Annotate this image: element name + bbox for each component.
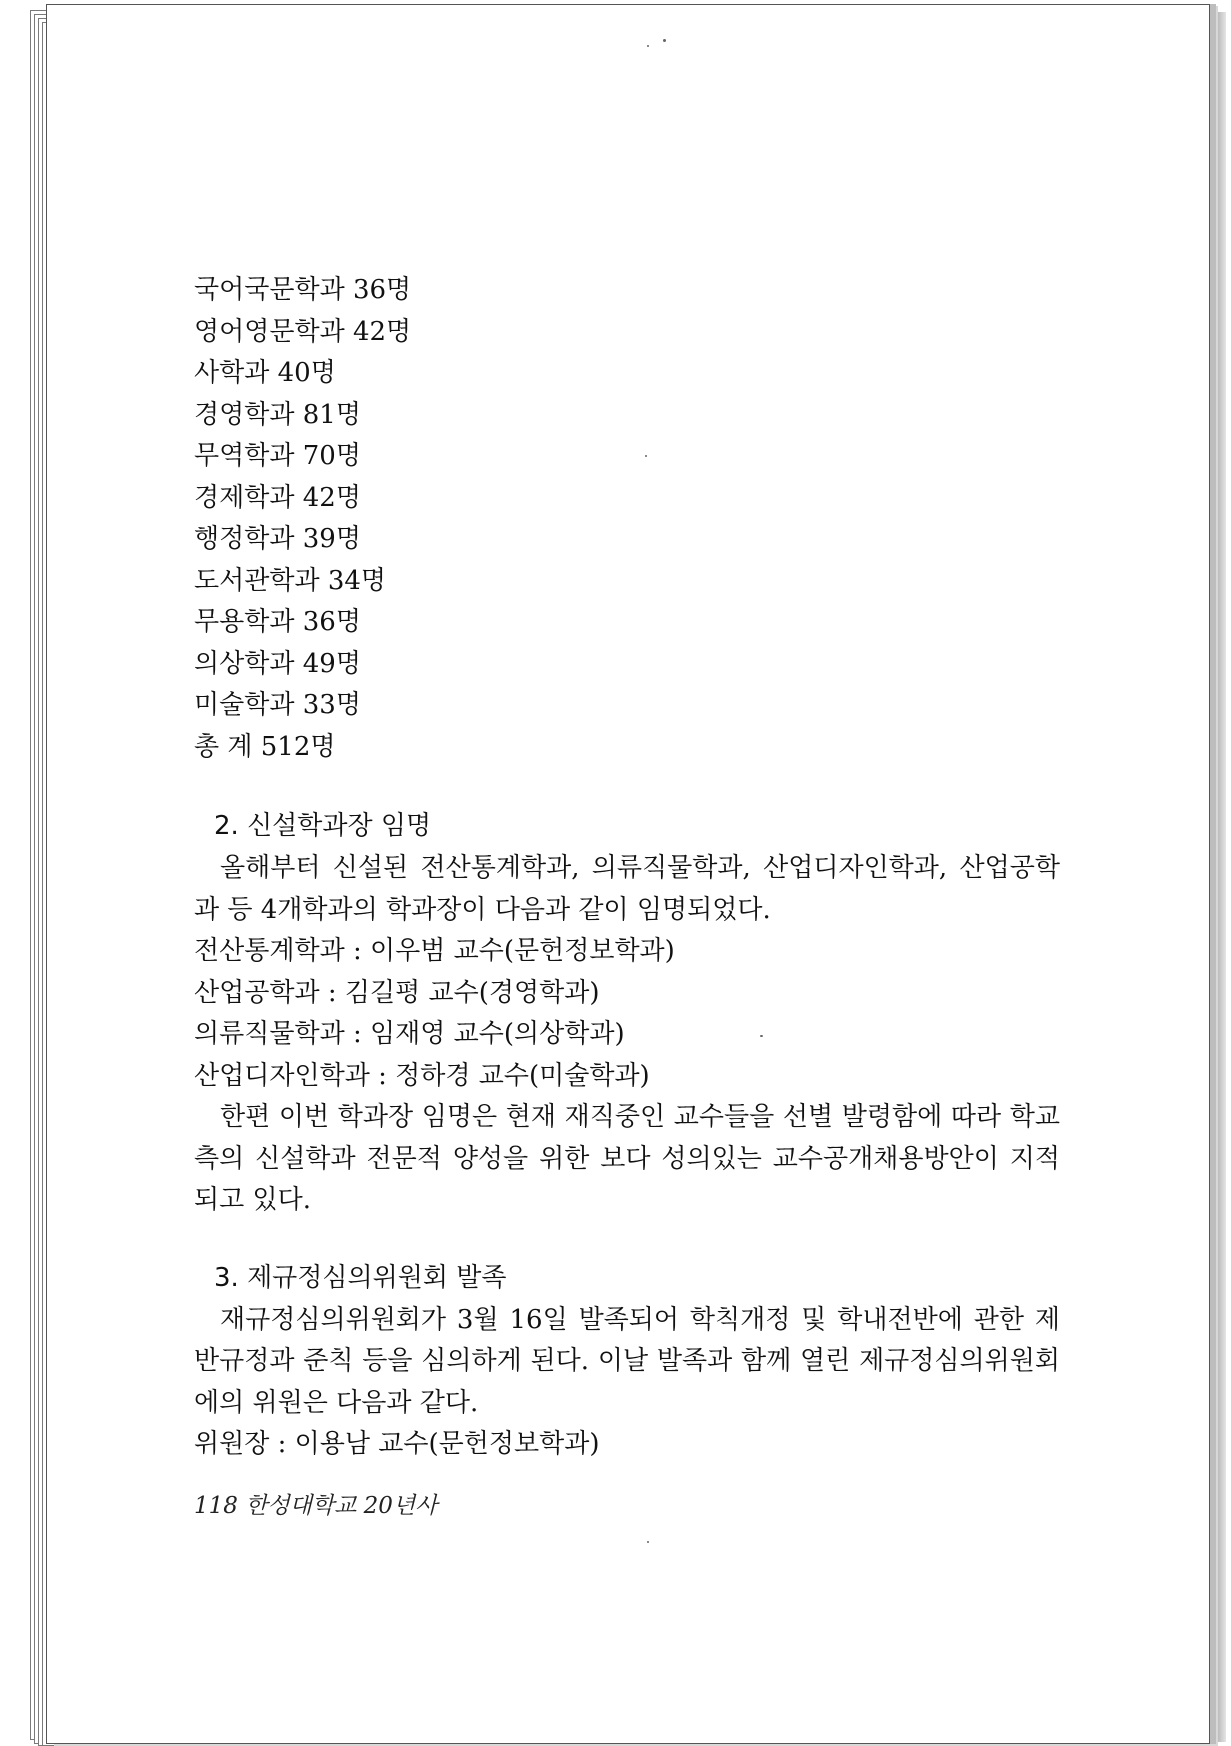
appointment-item: 전산통계학과 : 이우범 교수(문헌정보학과) [194, 936, 675, 966]
committee-member: 위원장 : 이용남 교수(문헌정보학과) [194, 1429, 600, 1459]
appointment-item: 산업디자인학과 : 정하경 교수(미술학과) [194, 1060, 650, 1091]
enrollment-item: 사학과 40명 [194, 358, 336, 388]
page-content [194, 270, 1064, 1466]
enrollment-item: 경제학과 42명 [194, 482, 361, 513]
enrollment-item: 미술학과 33명 [194, 690, 361, 720]
section-new-department-heads [194, 804, 1064, 1222]
page-shadow [1212, 12, 1226, 1742]
section-heading: 2. 신설학과장 임명 [214, 811, 432, 841]
appointment-item: 의류직물학과 : 임재영 교수(의상학과) [194, 1019, 625, 1049]
enrollment-item: 영어영문학과 42명 [194, 316, 412, 347]
enrollment-item: 행정학과 39명 [194, 524, 361, 554]
section-heading: 3. 제규정심의위원회 발족 [214, 1262, 507, 1293]
section-regulation-committee [194, 1256, 1064, 1466]
page-footer: 118 한성대학교 20년사 [194, 1493, 438, 1519]
enrollment-item: 의상학과 49명 [194, 648, 361, 679]
enrollment-item: 경영학과 81명 [194, 399, 361, 430]
enrollment-total: 총 계 512명 [194, 731, 336, 762]
section-intro: 올해부터 신설된 전산통계학과, 의류직물학과, 산업디자인학과, 산업공학과 등 4개학과의 학과장이 다음과 같이 임명되었다. [194, 853, 1060, 925]
enrollment-item: 무역학과 70명 [194, 441, 361, 471]
enrollment-item: 도서관학과 34명 [194, 565, 387, 596]
scan-speck [647, 45, 649, 47]
enrollment-item: 무용학과 36명 [194, 607, 361, 637]
section-intro: 재규정심의위원회가 3월 16일 발족되어 학칙개정 및 학내전반에 관한 제반규정과 준칙 등을 심의하게 된다. 이날 발족과 함께 열린 제규정심의위원회에의 위원은 다음과 같다. [194, 1304, 1060, 1418]
section-closing: 한편 이번 학과장 임명은 현재 재직중인 교수들을 선별 발령함에 따라 학교측의 신설학과 전문적 양성을 위한 보다 성의있는 교수공개채용방안이 지적되고 있다. [194, 1102, 1060, 1215]
appointment-item: 산업공학과 : 김길평 교수(경영학과) [194, 977, 600, 1008]
scan-speck [647, 1541, 649, 1543]
enrollment-list [194, 270, 1064, 768]
scan-speck [663, 39, 666, 42]
enrollment-item: 국어국문학과 36명 [194, 275, 412, 305]
